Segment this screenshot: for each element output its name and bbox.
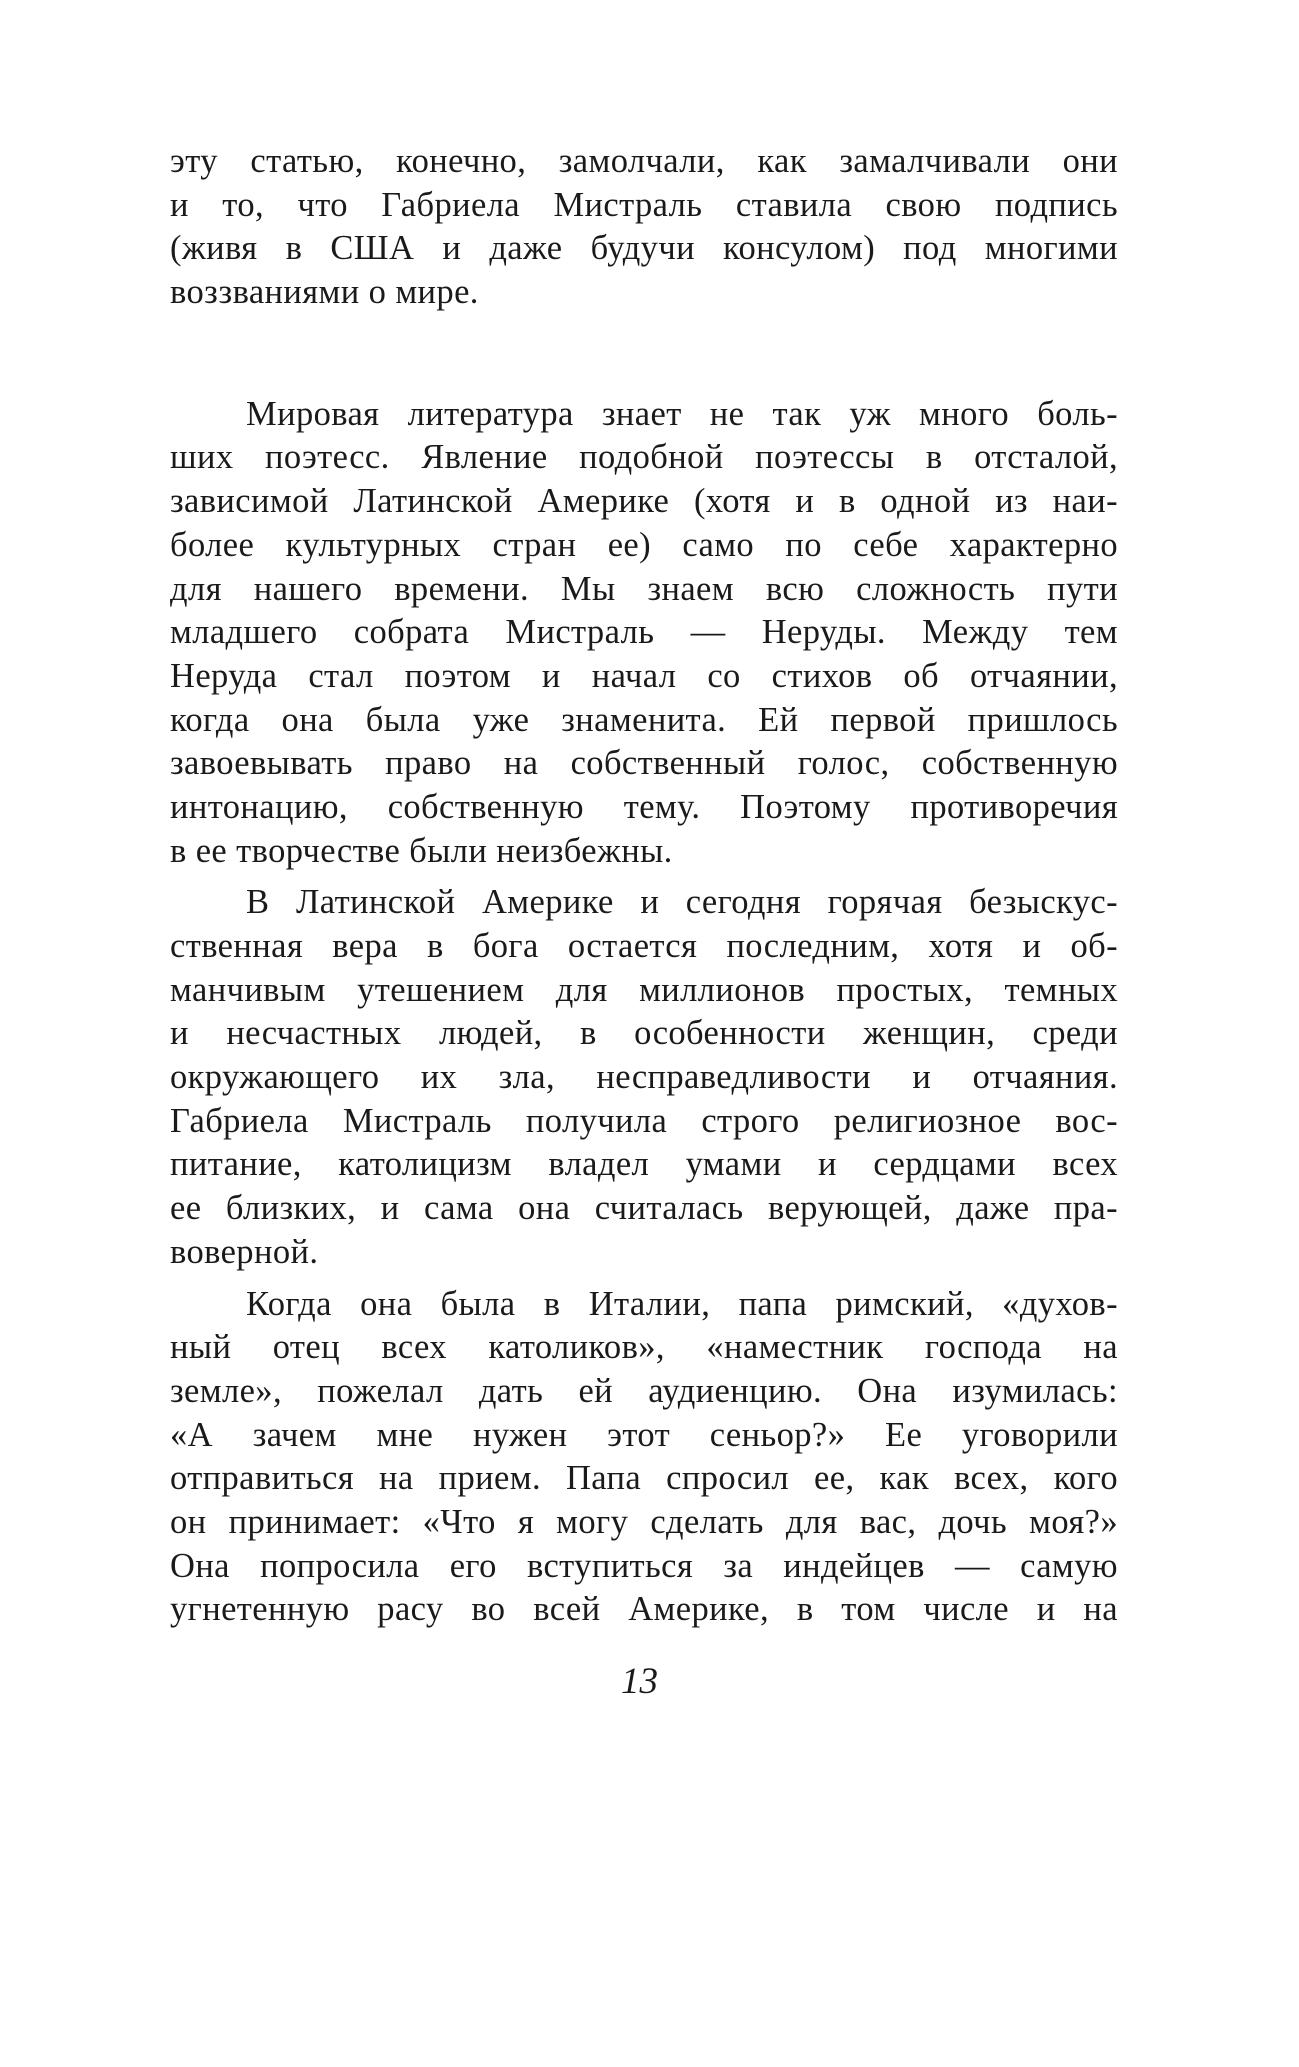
text-line: отправиться на прием. Папа спросил ее, как всех, кого [170,1459,1118,1498]
text-line: более культурных стран ее) само по себе характерно [170,525,1118,564]
text-line: Когда она была в Италии, папа римский, «духов- [246,1284,1118,1323]
text-line: ный отец всех католиков», «наместник господа на [170,1328,1118,1367]
text-line: ственная вера в бога остается последним, хотя и об- [170,927,1118,965]
text-line: эту статью, конечно, замолчали, как замалчивали они [170,142,1118,180]
text-line: Она попросила его вступиться за индейцев — самую [170,1546,1118,1585]
text-line: Неруда стал поэтом и начал со стихов об отчаянии, [170,656,1118,695]
text-line: в ее творчестве были неизбежны. [170,831,673,870]
paragraph-gap [170,1275,1118,1283]
text-line: земле», пожелал дать ей аудиенцию. Она изумилась: [170,1371,1118,1410]
text-line: В Латинской Америке и сегодня горячая безыскус- [246,883,1118,922]
page-body [170,140,1118,1632]
text-line: «А зачем мне нужен этот сеньор?» Ее уговорили [170,1415,1118,1454]
text-line: когда она была уже знаменита. Ей первой пришлось [170,700,1118,739]
paragraph-continuation [170,140,1118,315]
text-line: угнетенную расу во всей Америке, в том числе и на [170,1590,1118,1629]
text-line: воззваниями о мире. [170,273,479,312]
text-line: и несчастных людей, в особенности женщин, среди [170,1014,1118,1053]
text-line: интонацию, собственную тему. Поэтому противоречия [170,787,1118,826]
text-line: зависимой Латинской Америке (хотя и в одной из наи- [170,482,1118,521]
text-line: воверной. [170,1232,319,1271]
text-line: ших поэтесс. Явление подобной поэтессы в отсталой, [170,438,1118,477]
text-line: завоевывать право на собственный голос, собственную [170,744,1118,783]
text-line: для нашего времени. Мы знаем всю сложность пути [170,569,1118,608]
paragraph [170,881,1118,1274]
text-line: питание, католицизм владел умами и сердцами всех [170,1145,1118,1184]
text-line: окружающего их зла, несправедливости и отчаяния. [170,1058,1118,1097]
text-line: манчивым утешением для миллионов простых, темных [170,970,1118,1009]
page-number: 13 [621,1661,658,1702]
paragraph [170,1283,1118,1633]
text-line: он принимает: «Что я могу сделать для вас, дочь моя?» [170,1502,1118,1541]
text-line: младшего собрата Мистраль — Неруды. Между тем [170,613,1118,652]
text-line: и то, что Габриела Мистраль ставила свою подпись [170,185,1118,224]
section-break [170,315,1118,393]
text-line: ее близких, и сама она считалась верующей, даже пра- [170,1189,1118,1228]
paragraph-gap [170,873,1118,881]
text-line: Габриела Мистраль получила строго религиозное вос- [170,1101,1118,1140]
text-line: Мировая литература знает не так уж много боль- [246,394,1118,433]
text-line: (живя в США и даже будучи консулом) под многими [170,229,1118,268]
paragraph [170,393,1118,874]
